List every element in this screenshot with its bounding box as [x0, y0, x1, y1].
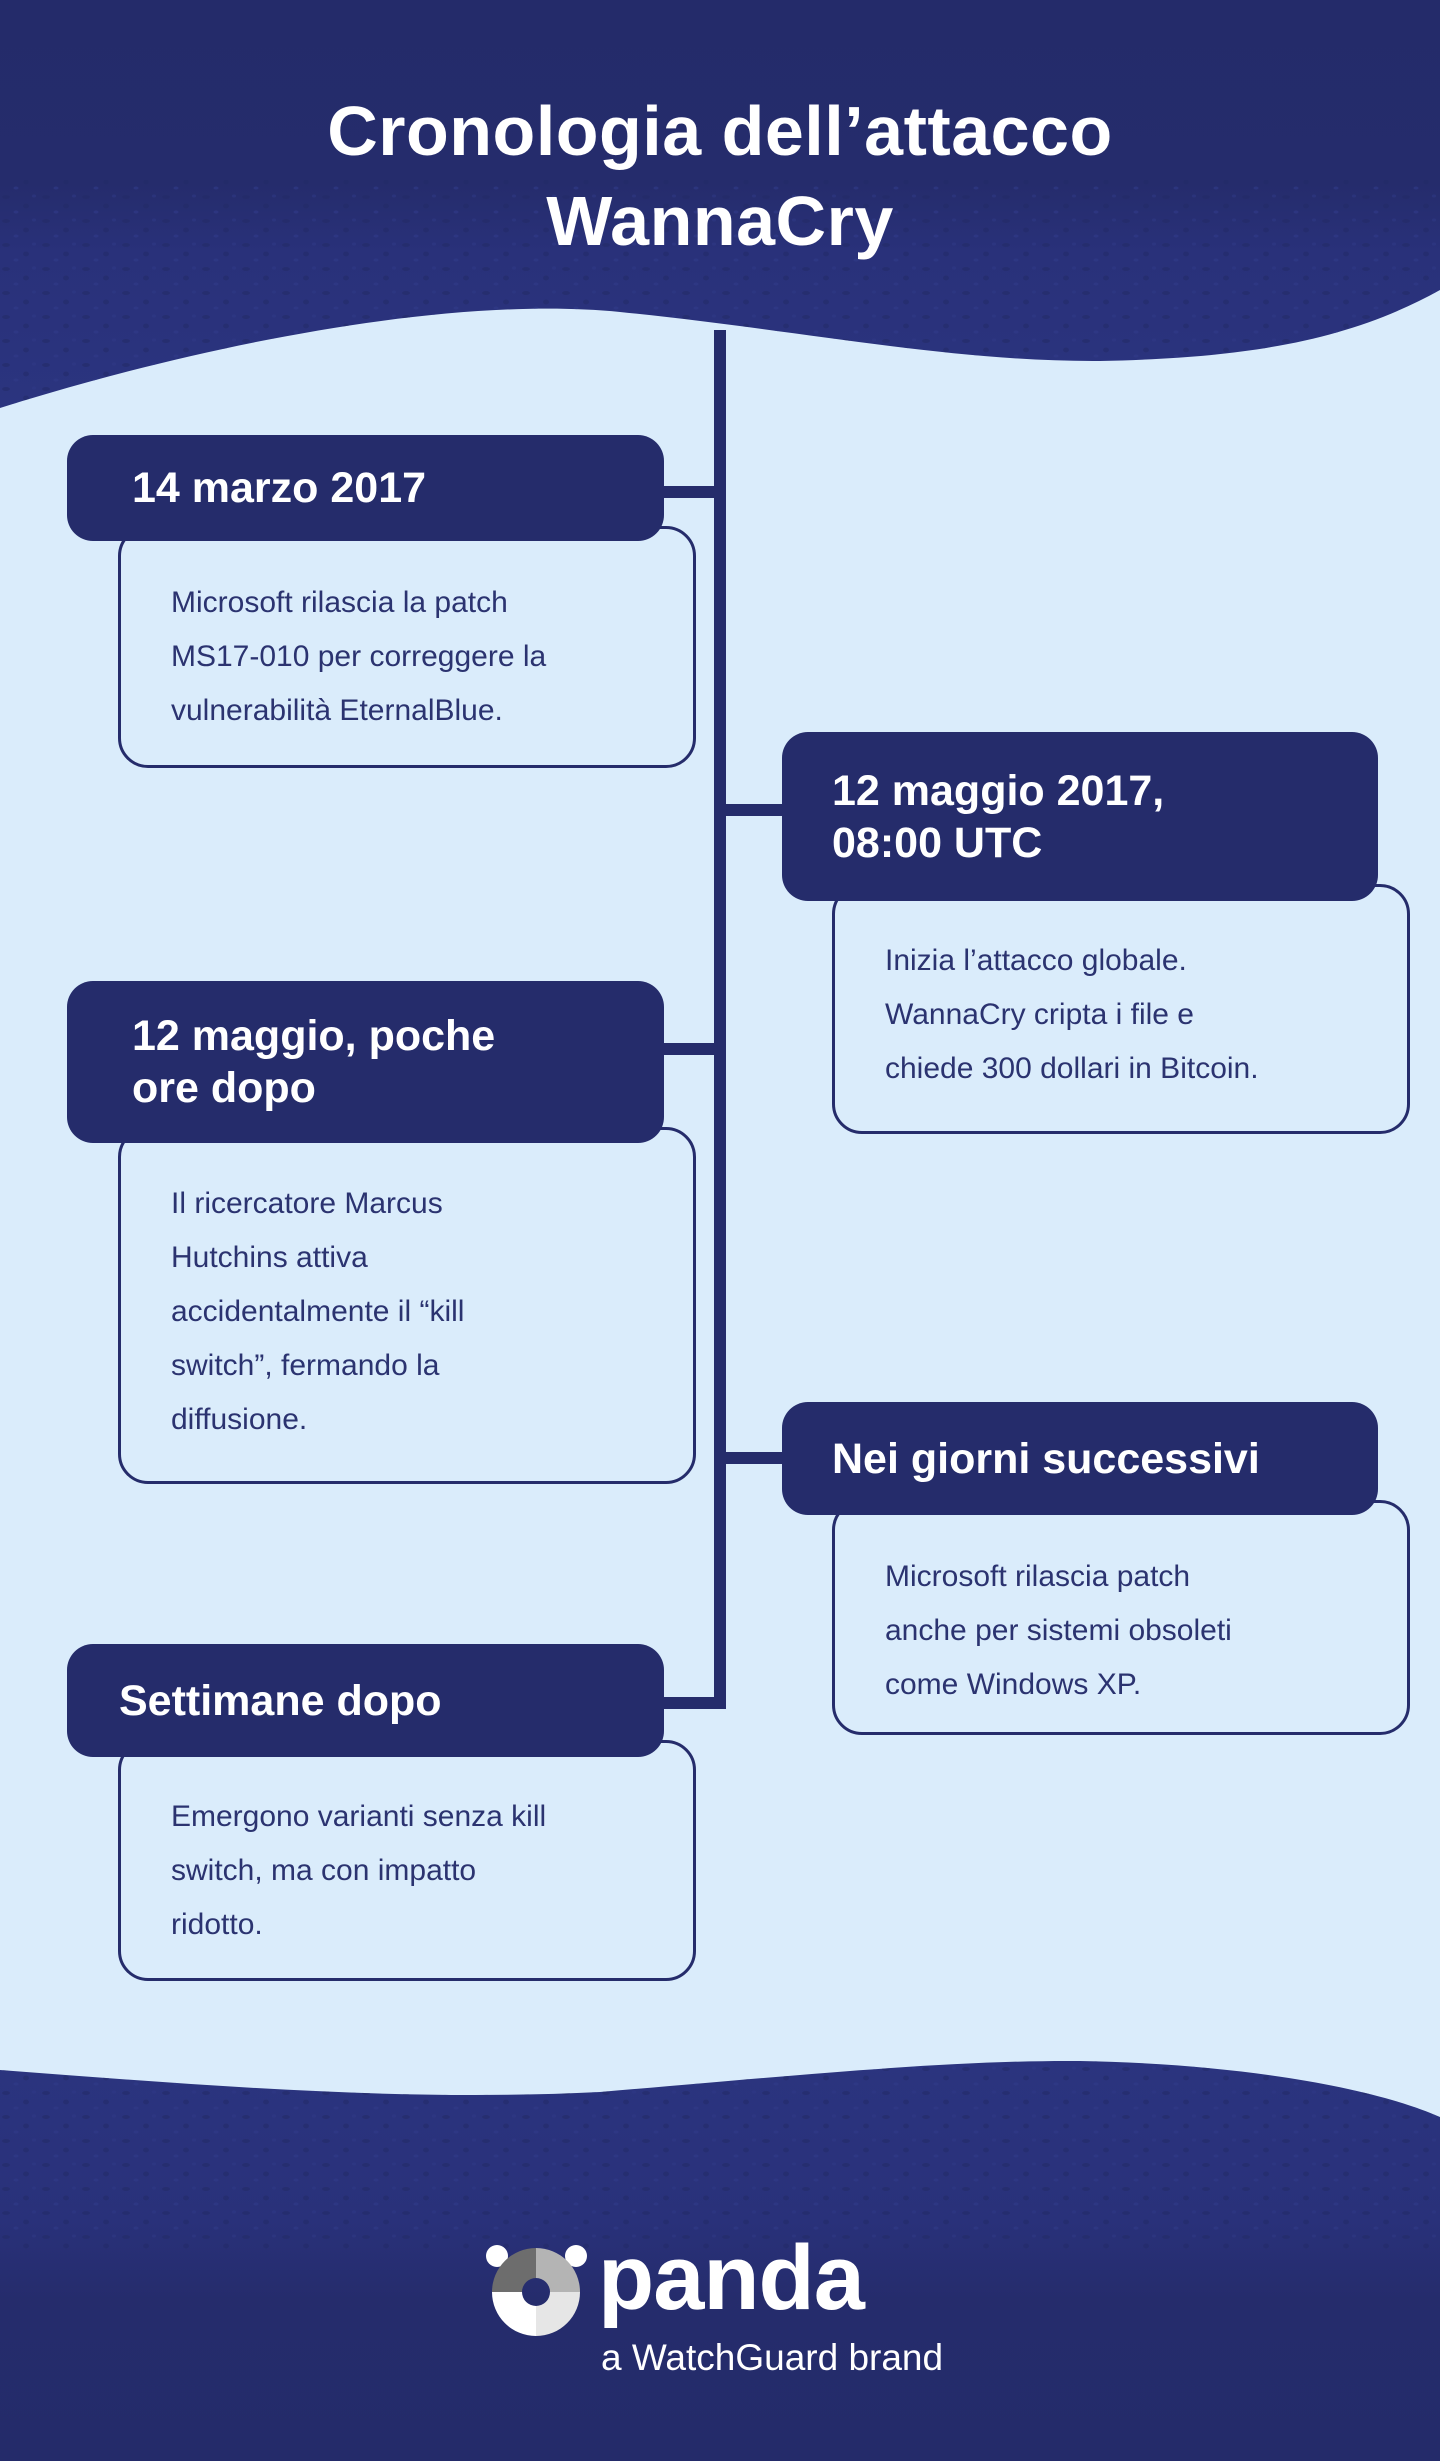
event-5-description-box [118, 1740, 696, 1981]
connector-event-3 [663, 1043, 717, 1055]
connector-event-4 [723, 1452, 785, 1464]
event-3-date-line-1: 12 maggio, poche [132, 1012, 496, 1060]
event-2-description-line: chiede 300 dollari in Bitcoin. [885, 1052, 1259, 1085]
connector-event-2 [723, 804, 785, 816]
event-4-description-box [832, 1500, 1410, 1735]
event-4-date-header [782, 1402, 1378, 1515]
event-2-description-line: WannaCry cripta i file e [885, 998, 1194, 1031]
event-3-description-line: diffusione. [171, 1403, 308, 1436]
event-5-date: Settimane dopo [119, 1676, 442, 1725]
event-2-date-line-2: 08:00 UTC [832, 818, 1043, 867]
event-3-description-line: Il ricercatore Marcus [171, 1187, 443, 1220]
event-3-date-header [67, 981, 664, 1143]
event-2-date-header [782, 732, 1378, 901]
page-title [0, 86, 1440, 266]
event-4-description-line: come Windows XP. [885, 1668, 1142, 1701]
title-line-1: Cronologia dell’attacco [327, 92, 1113, 170]
event-1-description-box [118, 526, 696, 768]
event-1-description-line: MS17-010 per correggere la [171, 640, 547, 673]
event-2-description-line: Inizia l’attacco globale. [885, 944, 1187, 977]
event-3-description-line: Hutchins attiva [171, 1241, 368, 1274]
event-4-description-line: anche per sistemi obsoleti [885, 1614, 1232, 1647]
event-5-description-line: switch, ma con impatto [171, 1854, 477, 1887]
brand-name: panda [598, 2227, 864, 2329]
brand-tagline: a WatchGuard brand [601, 2337, 944, 2378]
event-5-description-line: ridotto. [171, 1908, 263, 1941]
event-2-description-box [832, 884, 1410, 1134]
event-1-description-line: Microsoft rilascia la patch [171, 586, 508, 619]
event-2-date-line-1: 12 maggio 2017, [832, 766, 1165, 815]
event-5-description-line: Emergono varianti senza kill [171, 1800, 547, 1833]
event-1-date-header [67, 435, 664, 541]
event-1-description-line: vulnerabilità EternalBlue. [171, 694, 503, 727]
event-3-description-line: switch”, fermando la [171, 1349, 440, 1382]
event-5-date-header [67, 1644, 664, 1757]
event-3-date-line-2: ore dopo [132, 1064, 316, 1112]
event-4-description-line: Microsoft rilascia patch [885, 1560, 1191, 1593]
connector-event-5 [663, 1697, 726, 1709]
connector-event-1 [663, 486, 717, 498]
event-3-description-box [118, 1127, 696, 1484]
event-3-description-line: accidentalmente il “kill [171, 1295, 465, 1328]
timeline-spine [714, 330, 726, 1708]
event-4-date: Nei giorni successivi [832, 1434, 1260, 1483]
title-line-2: WannaCry [546, 182, 894, 260]
event-1-date: 14 marzo 2017 [132, 464, 427, 512]
